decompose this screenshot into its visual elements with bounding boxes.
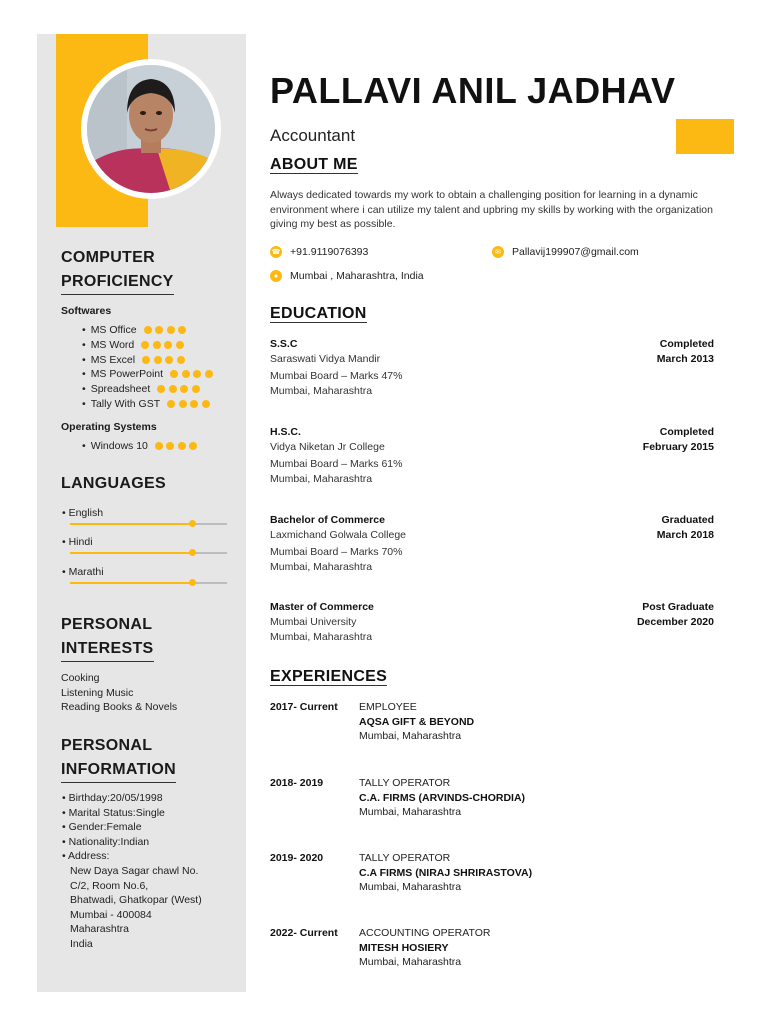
skill-item [82, 352, 216, 367]
language-name: • Hindi [62, 536, 93, 548]
personal-info-list [62, 791, 242, 952]
rating-dot [167, 326, 175, 334]
rating-dot [157, 385, 165, 393]
rating-dot [142, 356, 150, 364]
rating-dot [169, 385, 177, 393]
language-level-bar [70, 552, 227, 554]
mail-icon: ✉ [492, 246, 504, 258]
experience-period: 2018- 2019 [270, 777, 324, 789]
education-status [657, 513, 714, 543]
experience-period: 2022- Current [270, 927, 338, 939]
job-role: TALLY OPERATOR [359, 777, 451, 789]
degree-name: Bachelor of Commerce [270, 514, 385, 526]
skill-name: Windows 10 [90, 440, 148, 453]
school-name: Vidya Niketan Jr College [270, 441, 385, 453]
rating-dot [154, 356, 162, 364]
rating-dot [179, 400, 187, 408]
rating-dot [189, 442, 197, 450]
skill-rating [144, 326, 190, 334]
language-level-fill [70, 552, 192, 554]
software-list [82, 323, 216, 411]
email-text[interactable]: Pallavij199907@gmail.com [512, 246, 639, 258]
personal-info-heading [61, 734, 176, 783]
school-name: Laxmichand Golwala College [270, 529, 406, 541]
interest-item: Listening Music [61, 686, 134, 699]
personal-info-item: • Birthday:20/05/1998 [62, 792, 163, 804]
job-role: TALLY OPERATOR [359, 852, 451, 864]
interests-list [61, 671, 177, 715]
education-status [643, 425, 714, 455]
education-entry [270, 600, 714, 645]
school-location: Mumbai, Maharashtra [270, 631, 373, 643]
degree-name: H.S.C. [270, 426, 301, 438]
language-level-fill [70, 523, 192, 525]
experience-detail [359, 700, 474, 744]
phone-text: +91.9119076393 [290, 246, 369, 258]
skill-item [82, 396, 216, 411]
heading-line: PERSONAL [61, 616, 153, 633]
about-text: Always dedicated towards my work to obtain a challenging position for learning in a dynamic environment where i can utilize my talent and upbring my skills by working with the organization giving my best as possible. [270, 189, 713, 231]
rating-dot [178, 442, 186, 450]
skill-item [82, 439, 201, 454]
os-list [82, 439, 201, 454]
rating-dot [177, 356, 185, 364]
status-text: Completed [659, 338, 714, 350]
language-item [62, 536, 228, 554]
status-text: Graduated [661, 514, 714, 526]
personal-info-text: Address: [68, 850, 110, 863]
location-text: Mumbai , Maharashtra, India [290, 270, 424, 282]
address-line: India [70, 937, 93, 950]
rating-dot [165, 356, 173, 364]
language-item [62, 507, 228, 525]
skill-item [82, 367, 216, 382]
board-marks: Mumbai Board – Marks 70% [270, 546, 403, 558]
phone-contact [270, 246, 368, 258]
board-marks: Mumbai Board – Marks 61% [270, 458, 403, 470]
address-line: C/2, Room No.6, [70, 879, 149, 892]
completion-date: February 2015 [642, 441, 714, 453]
heading-text: EXPERIENCES [270, 668, 388, 685]
experience-period: 2017- Current [270, 701, 338, 713]
rating-dot [155, 442, 163, 450]
personal-info-text: Gender:Female [68, 821, 142, 834]
skill-name: Spreadsheet [90, 383, 151, 396]
rating-dot [141, 341, 149, 349]
rating-dot [167, 400, 175, 408]
personal-info-item: • Gender:Female [62, 821, 142, 834]
degree-name: S.S.C [270, 338, 298, 350]
status-text: Completed [659, 426, 714, 438]
language-item [62, 566, 228, 584]
experience-period: 2019- 2020 [270, 852, 324, 864]
skill-name: Tally With GST [90, 397, 161, 410]
computer-proficiency-heading [61, 246, 174, 295]
bullet: • [82, 397, 86, 410]
school-name: Saraswati Vidya Mandir [270, 353, 381, 365]
os-label: Operating Systems [61, 421, 157, 433]
softwares-label: Softwares [61, 305, 112, 317]
bullet: • [82, 353, 86, 366]
rating-dot [193, 370, 201, 378]
company-name: AQSA GIFT & BEYOND [359, 715, 475, 728]
address-line: Mumbai - 400084 [70, 908, 152, 921]
company-name: MITESH HOSIERY [359, 941, 449, 954]
rating-dot [170, 370, 178, 378]
personal-info-text: Marital Status:Single [68, 806, 165, 819]
job-title: Accountant [270, 126, 356, 145]
rating-dot [190, 400, 198, 408]
personal-info-item: • Nationality:Indian [62, 835, 150, 848]
personal-info-item: • Marital Status:Single [62, 806, 165, 819]
address-line: New Daya Sagar chawl No. [70, 864, 199, 877]
rating-dot [155, 326, 163, 334]
address-line: Maharashtra [70, 923, 129, 936]
school-location: Mumbai, Maharashtra [270, 473, 373, 485]
about-heading [270, 156, 358, 174]
heading-text: ABOUT ME [270, 156, 358, 173]
personal-info-item: • Address: [62, 850, 110, 863]
bullet: • [82, 368, 86, 381]
location-contact [270, 270, 424, 282]
skill-name: MS Word [90, 339, 135, 352]
job-location: Mumbai, Maharashtra [359, 730, 462, 743]
language-level-bar [70, 582, 227, 584]
bullet: • [82, 339, 86, 352]
skill-rating [155, 442, 201, 450]
skill-item [82, 382, 216, 397]
heading-text: LANGUAGES [61, 475, 166, 492]
completion-date: December 2020 [636, 616, 714, 628]
experience-detail [359, 851, 532, 895]
rating-dot [166, 442, 174, 450]
email-contact[interactable] [492, 246, 639, 258]
heading-line: PERSONAL [61, 737, 153, 754]
rating-dot [205, 370, 213, 378]
school-location: Mumbai, Maharashtra [270, 561, 373, 573]
education-entry [270, 513, 714, 575]
school-name: Mumbai University [270, 616, 357, 628]
education-status [657, 337, 714, 367]
rating-dot [178, 326, 186, 334]
company-name: C.A. FIRMS (ARVINDS-CHORDIA) [359, 791, 526, 804]
heading-line: PROFICIENCY [61, 270, 174, 295]
job-location: Mumbai, Maharashtra [359, 956, 462, 969]
skill-item [82, 338, 216, 353]
job-location: Mumbai, Maharashtra [359, 881, 462, 894]
language-level-bar [70, 523, 227, 525]
bullet: • [82, 324, 86, 337]
interest-item: Reading Books & Novels [61, 701, 178, 714]
language-label: Marathi [68, 566, 104, 578]
skill-name: MS PowerPoint [90, 368, 164, 381]
skill-rating [157, 385, 203, 393]
degree-name: Master of Commerce [270, 601, 374, 613]
candidate-name: PALLAVI ANIL JADHAV [270, 70, 676, 111]
school-location: Mumbai, Maharashtra [270, 385, 373, 397]
language-label: English [68, 507, 104, 519]
rating-dot [176, 341, 184, 349]
language-level-fill [70, 582, 192, 584]
experience-detail [359, 776, 525, 820]
job-role: ACCOUNTING OPERATOR [359, 927, 491, 939]
rating-dot [153, 341, 161, 349]
heading-line: INTERESTS [61, 637, 154, 662]
skill-item [82, 323, 216, 338]
languages-heading [61, 472, 166, 496]
location-pin-icon: ● [270, 270, 282, 282]
experience-heading [270, 668, 387, 686]
header-accent-block [676, 119, 734, 154]
bullet: • [82, 383, 86, 396]
rating-dot [144, 326, 152, 334]
bullet: • [82, 440, 86, 453]
skill-rating [170, 370, 216, 378]
rating-dot [182, 370, 190, 378]
skill-rating [141, 341, 187, 349]
skill-rating [142, 356, 188, 364]
education-heading [270, 305, 367, 323]
profile-photo [87, 65, 215, 193]
language-label: Hindi [68, 536, 93, 548]
heading-line: INFORMATION [61, 758, 176, 783]
phone-icon: ☎ [270, 246, 282, 258]
job-role: EMPLOYEE [359, 701, 417, 713]
interest-item: Cooking [61, 672, 100, 684]
rating-dot [202, 400, 210, 408]
education-status [637, 600, 714, 630]
language-name: • English [62, 507, 104, 519]
personal-info-text: Nationality:Indian [68, 835, 150, 848]
completion-date: March 2018 [656, 529, 714, 541]
interests-heading [61, 613, 154, 662]
status-text: Post Graduate [642, 601, 714, 613]
language-name: • Marathi [62, 566, 104, 578]
company-name: C.A FIRMS (NIRAJ SHRIRASTOVA) [359, 866, 533, 879]
education-entry [270, 337, 714, 399]
board-marks: Mumbai Board – Marks 47% [270, 370, 403, 382]
personal-info-text: Birthday:20/05/1998 [68, 792, 163, 804]
heading-text: EDUCATION [270, 305, 367, 322]
skill-name: MS Excel [90, 353, 136, 366]
rating-dot [192, 385, 200, 393]
experience-detail [359, 926, 490, 970]
education-entry [270, 425, 714, 487]
address-line: Bhatwadi, Ghatkopar (West) [70, 894, 202, 907]
completion-date: March 2013 [656, 353, 714, 365]
heading-line: COMPUTER [61, 249, 155, 266]
skill-rating [167, 400, 213, 408]
skill-name: MS Office [90, 324, 137, 337]
job-location: Mumbai, Maharashtra [359, 806, 462, 819]
rating-dot [180, 385, 188, 393]
rating-dot [164, 341, 172, 349]
